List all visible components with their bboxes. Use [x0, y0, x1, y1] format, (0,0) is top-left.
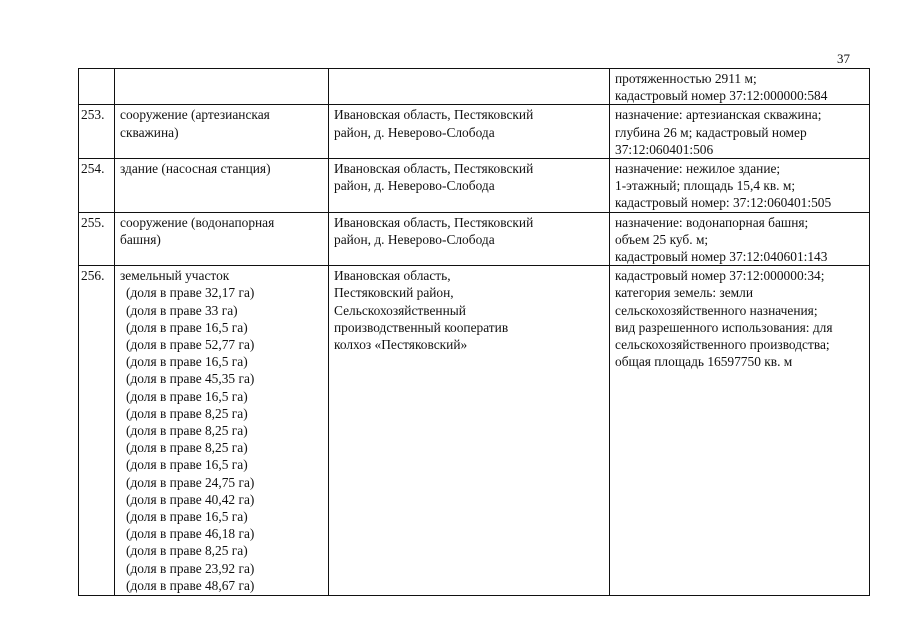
share-line: (доля в праве 16,5 га) — [126, 457, 248, 473]
name-line: сооружение (артезианская — [120, 107, 270, 123]
share-line: (доля в праве 8,25 га) — [126, 423, 248, 439]
details-line: категория земель: земли — [615, 285, 753, 301]
share-line: (доля в праве 16,5 га) — [126, 319, 248, 335]
address-line: район, д. Неверово-Слобода — [334, 178, 495, 194]
share-line: (доля в праве 45,35 га) — [126, 371, 255, 387]
name-line: башня) — [120, 231, 161, 247]
share-line: (доля в праве 46,18 га) — [126, 526, 255, 542]
object-address — [329, 69, 610, 105]
address-line: Ивановская область, — [334, 268, 451, 284]
details-line: протяженностью 2911 м; — [615, 71, 757, 86]
object-name — [115, 159, 329, 213]
details-line: кадастровый номер: 37:12:060401:505 — [615, 195, 832, 211]
row-number: 256. — [79, 266, 115, 596]
name-line: здание (насосная станция) — [120, 161, 271, 177]
share-line: (доля в праве 8,25 га) — [126, 440, 248, 456]
object-address — [329, 266, 610, 596]
details-line: 1-этажный; площадь 15,4 кв. м; — [615, 178, 796, 194]
name-line: скважина) — [120, 124, 179, 140]
share-line: (доля в праве 24,75 га) — [126, 474, 255, 490]
share-line: (доля в праве 16,5 га) — [126, 509, 248, 525]
address-line: Сельскохозяйственный — [334, 302, 466, 318]
address-line: Ивановская область, Пестяковский — [334, 161, 534, 177]
details-line: объем 25 куб. м; — [615, 231, 709, 247]
object-name — [115, 266, 329, 596]
details-line: кадастровый номер 37:12:000000:34; — [615, 268, 825, 284]
share-line: (доля в праве 8,25 га) — [126, 405, 248, 421]
details-line: назначение: водонапорная башня; — [615, 214, 809, 230]
table-row — [79, 105, 870, 159]
address-line: Ивановская область, Пестяковский — [334, 214, 534, 230]
address-line: производственный кооператив — [334, 319, 509, 335]
address-line: Пестяковский район, — [334, 285, 454, 301]
share-line: (доля в праве 33 га) — [126, 302, 238, 318]
row-number: 253. — [79, 105, 115, 159]
share-line: (доля в праве 23,92 га) — [126, 560, 255, 576]
table-row — [79, 159, 870, 213]
object-details — [610, 159, 870, 213]
page-number: 37 — [837, 51, 850, 66]
details-line: назначение: артезианская скважина; — [615, 107, 822, 123]
share-line: (доля в праве 48,67 га) — [126, 577, 255, 593]
row-number — [79, 69, 115, 105]
details-line: вид разрешенного использования: для — [615, 319, 833, 335]
object-details — [610, 105, 870, 159]
details-line: 37:12:060401:506 — [615, 141, 714, 157]
share-line: (доля в праве 40,42 га) — [126, 491, 255, 507]
object-name — [115, 212, 329, 266]
details-line: глубина 26 м; кадастровый номер — [615, 124, 807, 140]
address-line: район, д. Неверово-Слобода — [334, 231, 495, 247]
details-line: сельскохозяйственного производства; — [615, 337, 830, 353]
row-number: 254. — [79, 159, 115, 213]
object-details — [610, 266, 870, 596]
object-name — [115, 105, 329, 159]
details-line: общая площадь 16597750 кв. м — [615, 354, 793, 370]
name-line: земельный участок — [120, 268, 230, 284]
table-row-continuation — [79, 69, 870, 105]
details-line: кадастровый номер 37:12:000000:584 — [615, 88, 828, 104]
share-line: (доля в праве 32,17 га) — [126, 285, 255, 301]
name-line: сооружение (водонапорная — [120, 214, 275, 230]
property-table — [78, 68, 870, 596]
table-row — [79, 266, 870, 596]
share-line: (доля в праве 52,77 га) — [126, 337, 255, 353]
table-row — [79, 212, 870, 266]
details-line: сельскохозяйственного назначения; — [615, 302, 818, 318]
share-line: (доля в праве 16,5 га) — [126, 354, 248, 370]
object-details — [610, 69, 870, 105]
details-line: назначение: нежилое здание; — [615, 161, 781, 177]
object-address — [329, 159, 610, 213]
share-line: (доля в праве 16,5 га) — [126, 388, 248, 404]
details-line: кадастровый номер 37:12:040601:143 — [615, 249, 828, 265]
object-address — [329, 105, 610, 159]
row-number: 255. — [79, 212, 115, 266]
object-address — [329, 212, 610, 266]
share-line: (доля в праве 8,25 га) — [126, 543, 248, 559]
address-line: район, д. Неверово-Слобода — [334, 124, 495, 140]
object-details — [610, 212, 870, 266]
address-line: Ивановская область, Пестяковский — [334, 107, 534, 123]
object-name — [115, 69, 329, 105]
address-line: колхоз «Пестяковский» — [334, 337, 468, 353]
